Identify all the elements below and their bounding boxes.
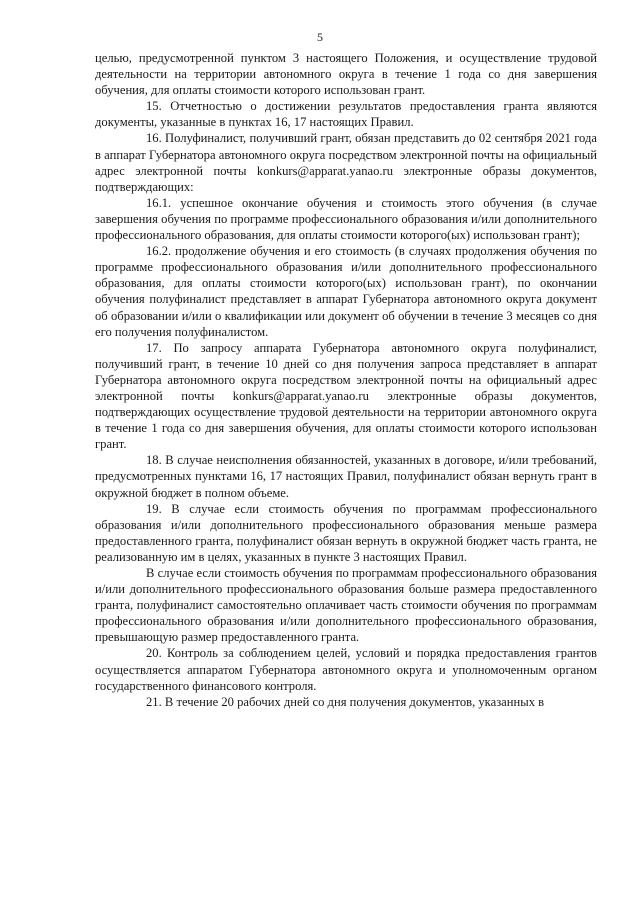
paragraph-continuation: целью, предусмотренной пунктом 3 настоящего Положения, и осуществление трудовой деятельности на территории автономного округа в течение 1 года со дня завершения обучения, для оплаты стоимости которого использован грант. — [95, 51, 597, 98]
paragraph-19-extra: В случае если стоимость обучения по программам профессионального образования и/или дополнительного профессионального образования больше размера предоставленного гранта, полуфиналист самостоятельно оплачивает часть стоимости обучения по программам профессионального образования и/или дополнительного профессионального образования, превышающую размер предоставленного гранта. — [95, 566, 597, 645]
page-number: 5 — [317, 30, 323, 44]
paragraph-21: 21. В течение 20 рабочих дней со дня получения документов, указанных в — [146, 694, 545, 709]
document-body — [95, 50, 597, 710]
paragraph-20: 20. Контроль за соблюдением целей, условий и порядка предоставления грантов осуществляется аппаратом Губернатора автономного округа и уполномоченным органом государственного финансового контроля. — [95, 646, 597, 693]
paragraph-18: 18. В случае неисполнения обязанностей, указанных в договоре, и/или требований, предусмотренных пунктами 16, 17 настоящих Правил, полуфиналист обязан вернуть грант в окружной бюджет в полном объеме. — [95, 453, 597, 500]
paragraph-19: 19. В случае если стоимость обучения по программам профессионального образования и/или дополнительного профессионального образования меньше размера предоставленного гранта, полуфиналист обязан вернуть в окружной бюджет часть гранта, не реализованную им в целях, указанных в пункте 3 настоящих Правил. — [95, 501, 597, 564]
paragraph-17: 17. По запросу аппарата Губернатора автономного округа полуфиналист, получивший грант, в течение 10 дней со дня получения запроса представляет в аппарат Губернатора автономного округа посредством электронной почты на официальный адрес электронной почты konkurs@apparat.yanao.ru электронные образы документов, подтверждающих осуществление трудовой деятельности на территории автономного округа в течение 1 года со дня завершения обучения, для оплаты стоимости которого использован грант. — [95, 340, 597, 452]
paragraph-16-1: 16.1. успешное окончание обучения и стоимость этого обучения (в случае завершения обучения по программе профессионального образования и/или дополнительного профессионального образования, для оплаты стоимости которого(ых) использован грант); — [95, 195, 597, 243]
paragraph-16: 16. Полуфиналист, получивший грант, обязан представить до 02 сентября 2021 года в аппарат Губернатора автономного округа посредством электронной почты на официальный адрес электронной почты konkurs@apparat.yanao.ru электронные образы документов, подтверждающих: — [95, 131, 597, 194]
paragraph-16-2: 16.2. продолжение обучения и его стоимость (в случаях продолжения обучения по программе профессионального образования и/или дополнительного профессионального образования, для оплаты стоимости которого(ых) использован грант), по окончании обучения полуфиналист представляет в аппарат Губернатора автономного округа документ об образовании и/или о квалификации или документ об обучении в течение 3 месяцев со дня его получения полуфиналистом. — [95, 244, 597, 339]
paragraph-15: 15. Отчетностью о достижении результатов предоставления гранта являются документы, указанные в пунктах 16, 17 настоящих Правил. — [95, 99, 597, 130]
